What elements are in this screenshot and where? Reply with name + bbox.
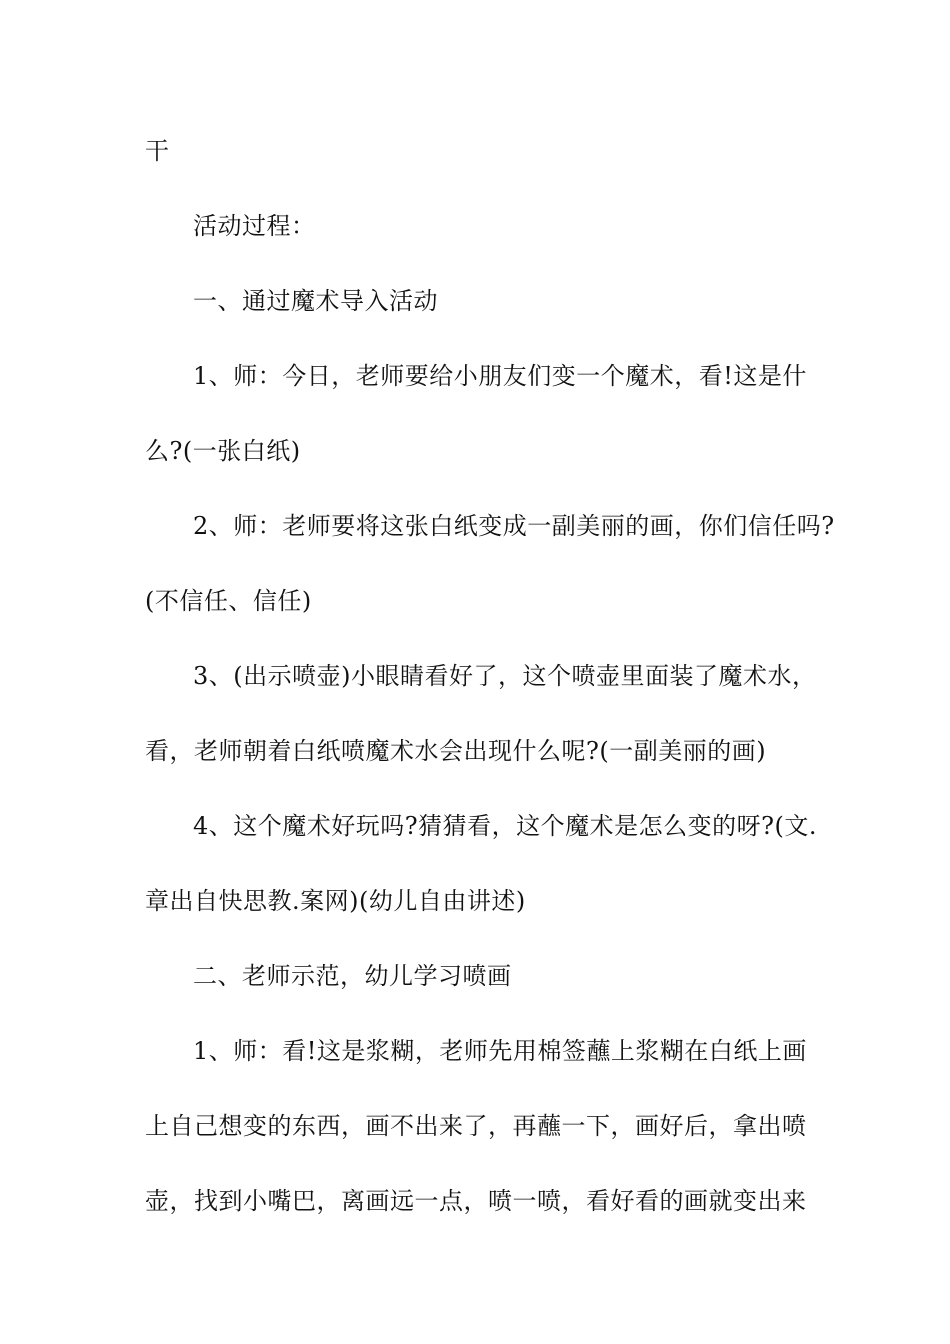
paragraph-line: 2、师：老师要将这张白纸变成一副美丽的画，你们信任吗? xyxy=(193,512,835,540)
text-line-fragment: 干 xyxy=(145,137,170,165)
paragraph-line: 3、(出示喷壶)小眼睛看好了，这个喷壶里面装了魔术水， xyxy=(193,662,817,690)
paragraph-line: 章出自快思教.案网)(幼儿自由讲述) xyxy=(145,887,526,915)
paragraph-line: 看，老师朝着白纸喷魔术水会出现什么呢?(一副美丽的画) xyxy=(145,737,767,765)
section-heading-activity-process: 活动过程： xyxy=(193,212,316,240)
paragraph-line: 壶，找到小嘴巴，离画远一点，喷一喷，看好看的画就变出来 xyxy=(145,1187,807,1215)
paragraph-line: 4、这个魔术好玩吗?猜猜看，这个魔术是怎么变的呀?(文. xyxy=(193,812,817,840)
paragraph-line: 1、师：今日，老师要给小朋友们变一个魔术，看!这是什 xyxy=(193,362,807,390)
paragraph-line: 1、师：看!这是浆糊，老师先用棉签蘸上浆糊在白纸上画 xyxy=(193,1037,807,1065)
paragraph-line: 上自己想变的东西，画不出来了，再蘸一下，画好后，拿出喷 xyxy=(145,1112,807,1140)
paragraph-line: (不信任、信任) xyxy=(145,587,312,615)
section-heading-part-two: 二、老师示范，幼儿学习喷画 xyxy=(193,962,512,990)
section-heading-part-one: 一、通过魔术导入活动 xyxy=(193,287,438,315)
paragraph-line: 么?(一张白纸) xyxy=(145,437,301,465)
